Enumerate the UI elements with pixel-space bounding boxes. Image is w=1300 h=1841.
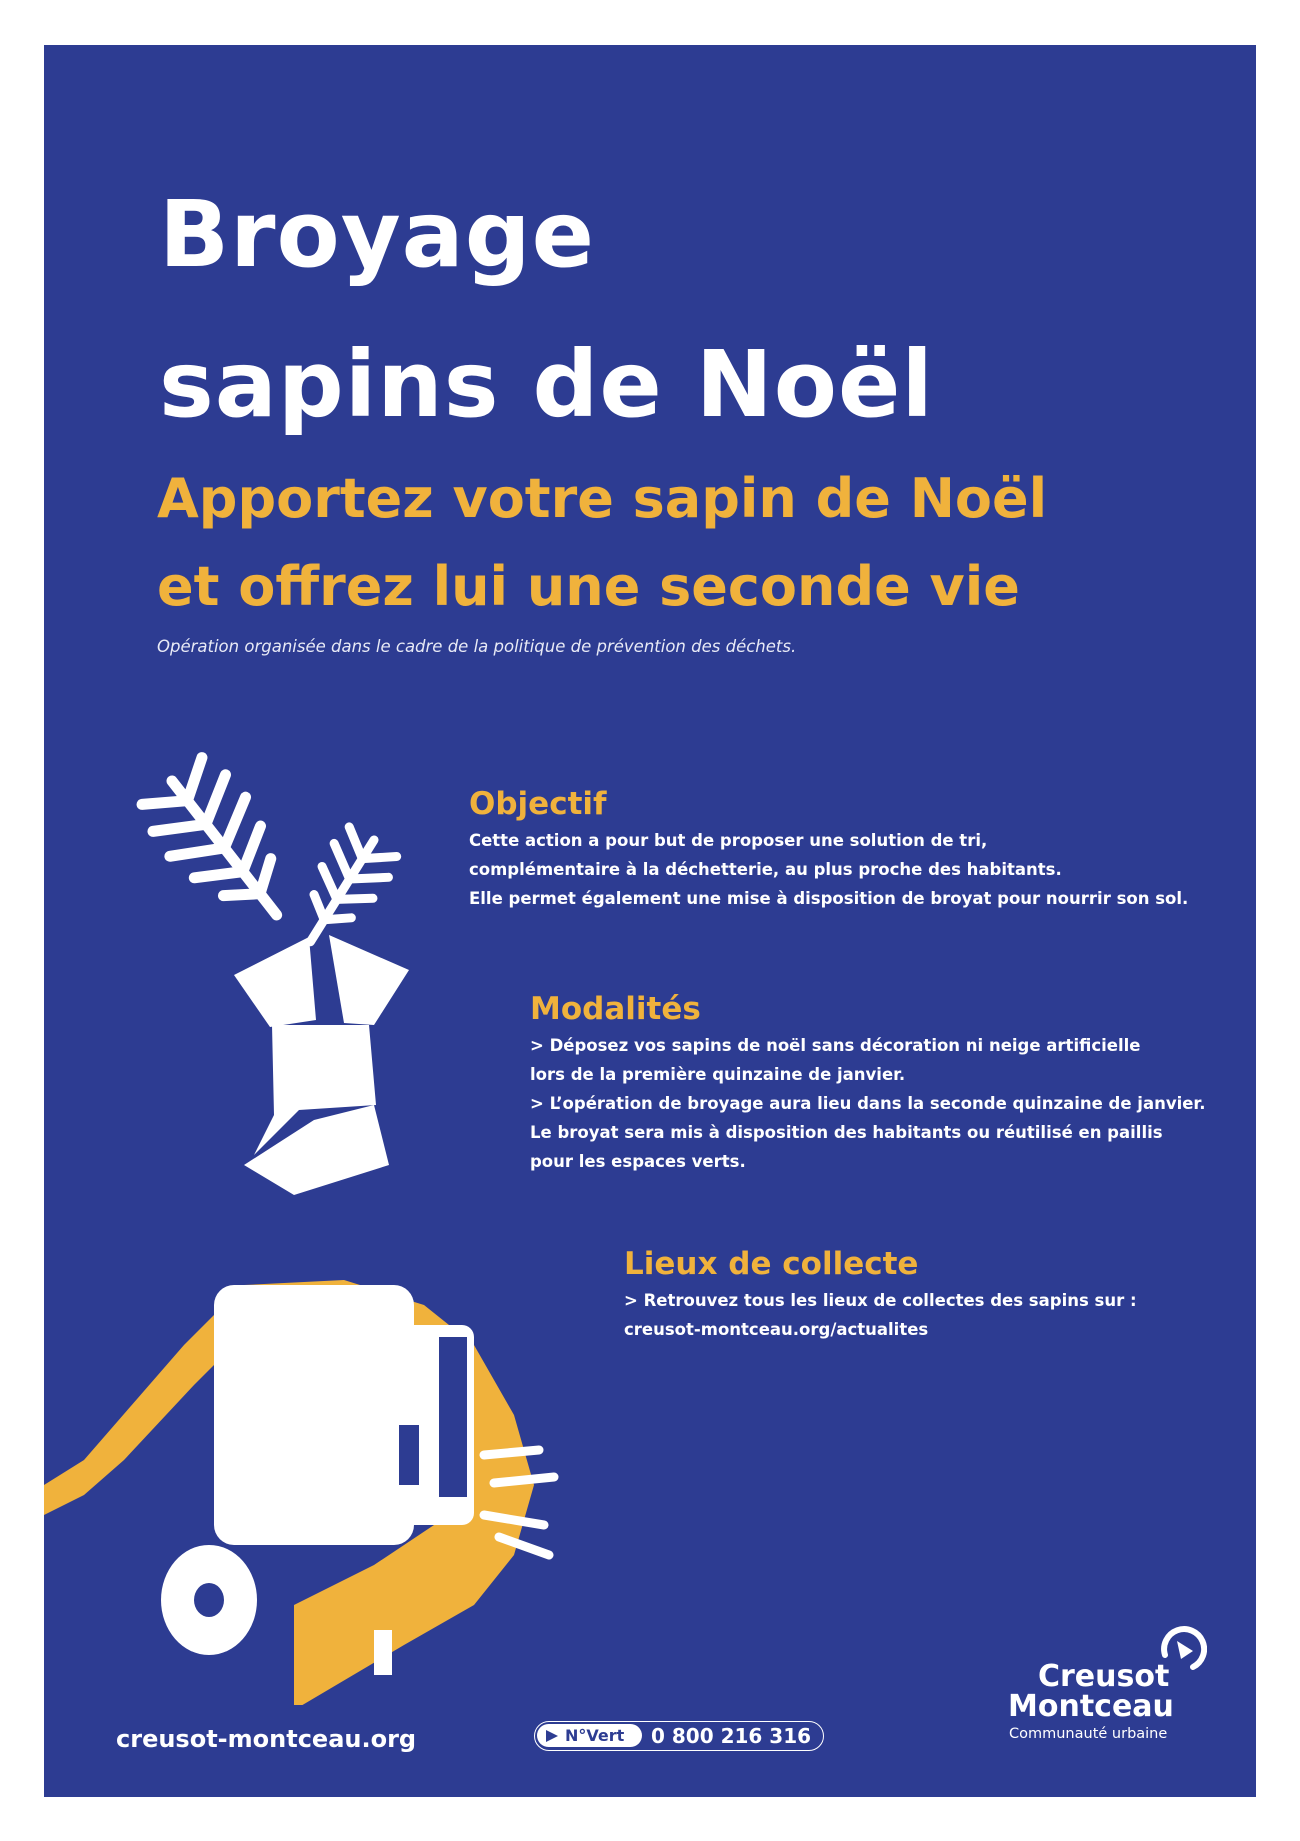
operation-note: Opération organisée dans le cadre de la politique de prévention des déchets. [157,637,797,656]
section-lieux-de-collecte [624,1246,1224,1344]
chipper-wheel [161,1545,257,1655]
website-link[interactable]: creusot-montceau.org [116,1725,417,1753]
modalites-line: > L’opération de broyage aura lieu dans la seconde quinzaine de janvier. [530,1094,1206,1113]
logo-line-3: Communauté urbaine [1009,1726,1168,1742]
poster [44,45,1256,1797]
chipper-hopper [234,935,409,1195]
fir-branch-small-icon [283,823,401,959]
fir-branch-icon [134,751,314,944]
numero-vert [534,1721,824,1751]
objectif-heading: Objectif [469,786,607,822]
subtitle-line-1: Apportez votre sapin de Noël [157,467,1048,530]
section-objectif [469,786,1229,913]
modalites-line: lors de la première quinzaine de janvier. [530,1065,906,1084]
lieux-line: > Retrouvez tous les lieux de collectes des sapins sur : [624,1291,1137,1310]
arrow-right-icon [545,1729,559,1743]
poster-title [159,160,934,460]
objectif-line: Elle permet également une mise à disposition de broyat pour nourrir son sol. [469,889,1189,908]
lieux-text [624,1286,1224,1344]
numero-vert-label: N°Vert [565,1726,625,1745]
creusot-montceau-logo [989,1615,1239,1742]
modalites-line: pour les espaces verts. [530,1152,746,1171]
logo-line-2: Montceau [1008,1689,1174,1724]
title-line-2: sapins de Noël [159,331,934,438]
objectif-text [469,826,1229,913]
objectif-line: Cette action a pour but de proposer une solution de tri, [469,831,988,850]
modalites-heading: Modalités [530,991,701,1027]
section-modalites [530,991,1230,1176]
lieux-heading: Lieux de collecte [624,1246,919,1282]
subtitle-line-2: et offrez lui une seconde vie [157,555,1020,618]
chipper-leg [374,1630,392,1675]
numero-vert-badge [537,1724,642,1747]
logo-line-1: Creusot [1038,1659,1170,1694]
objectif-line: complémentaire à la déchetterie, au plus proche des habitants. [469,860,1062,879]
title-line-1: Broyage [159,181,596,288]
poster-subtitle [157,455,1047,631]
numero-vert-number[interactable]: 0 800 216 316 [651,1724,812,1748]
modalites-line: > Déposez vos sapins de noël sans décoration ni neige artificielle [530,1036,1141,1055]
lieux-link[interactable]: creusot-montceau.org/actualites [624,1320,929,1339]
modalites-text [530,1031,1230,1176]
modalites-line: Le broyat sera mis à disposition des habitants ou réutilisé en paillis [530,1123,1163,1142]
